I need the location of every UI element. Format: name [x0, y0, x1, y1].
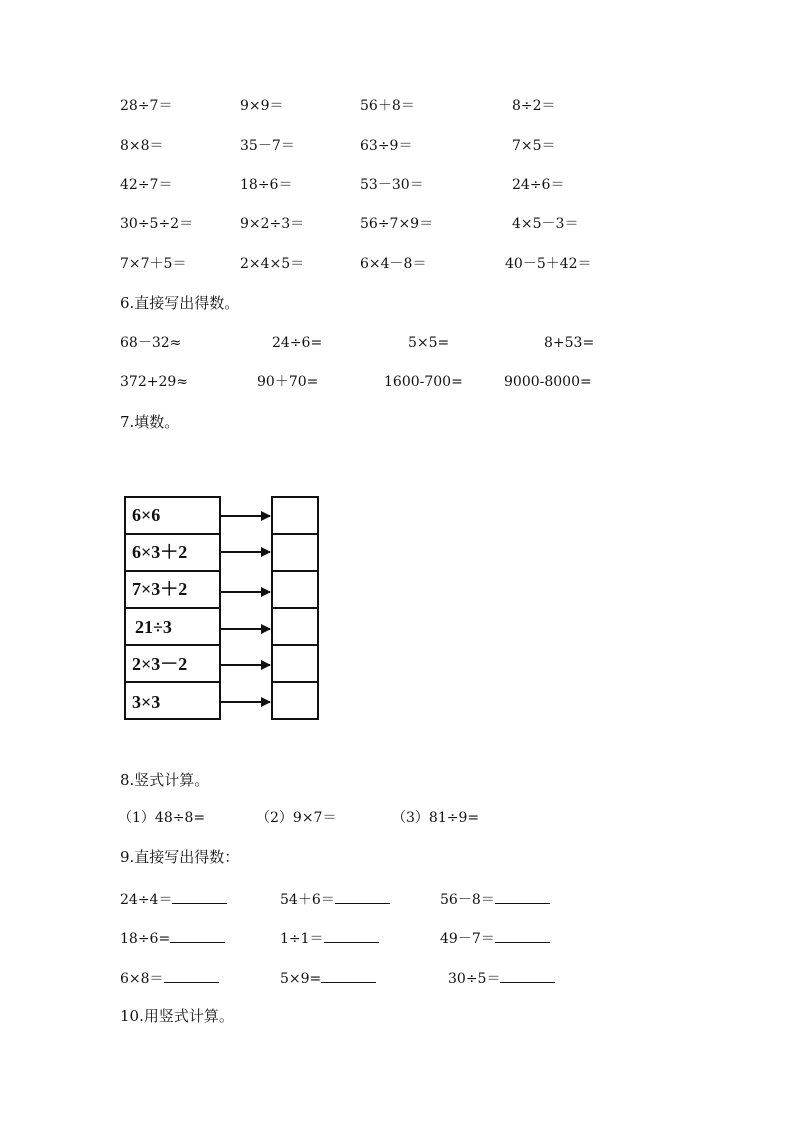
- fill-blank-item: [120, 889, 227, 909]
- exercise: 24÷6＝: [512, 177, 565, 193]
- answer-blank[interactable]: [495, 889, 550, 904]
- exercise: 8÷2＝: [512, 98, 556, 114]
- exercise: 6×8＝: [120, 971, 164, 987]
- answer-blank[interactable]: [495, 928, 550, 943]
- exercise: 1600-700=: [384, 374, 463, 390]
- expression-label: 6×6: [132, 505, 161, 525]
- exercise: 9000-8000=: [504, 374, 592, 390]
- exercise: 54＋6＝: [280, 892, 335, 908]
- fill-blank-item: [280, 889, 390, 909]
- answer-blank[interactable]: [335, 889, 390, 904]
- fill-blank-item: [280, 968, 376, 988]
- exercise: 56＋8＝: [360, 98, 415, 114]
- expression-label: 3×3: [132, 692, 161, 712]
- question-9-title: 9.直接写出得数：: [120, 848, 240, 866]
- question-7-title: 7.填数。: [120, 413, 180, 431]
- fill-blank-item: [440, 889, 550, 909]
- answer-blank[interactable]: [170, 928, 225, 943]
- exercise: 40－5＋42＝: [505, 256, 592, 272]
- expression-label: 2×3－2: [132, 654, 188, 674]
- exercise: 42÷7＝: [120, 177, 173, 193]
- exercise: 30÷5＝: [448, 971, 501, 987]
- exercise: 18÷6＝: [240, 177, 293, 193]
- fill-blank-item: [448, 968, 555, 988]
- exercise: 35－7＝: [240, 138, 295, 154]
- exercise: （2）9×7＝: [256, 810, 337, 826]
- exercise: 56÷7×9＝: [360, 216, 434, 232]
- exercise: 8×8＝: [120, 138, 164, 154]
- exercise: 18÷6=: [120, 931, 171, 947]
- answer-blank[interactable]: [172, 889, 227, 904]
- exercise: 49－7＝: [440, 931, 495, 947]
- fill-blank-item: [440, 928, 550, 948]
- question-8-title: 8.竖式计算。: [120, 771, 210, 789]
- answer-blank[interactable]: [324, 928, 379, 943]
- exercise: 7×5＝: [512, 138, 556, 154]
- exercise: 53－30＝: [360, 177, 424, 193]
- answer-blank[interactable]: [321, 968, 376, 983]
- fill-blank-item: [120, 968, 219, 988]
- exercise: 63÷9＝: [360, 138, 413, 154]
- exercise: 28÷7＝: [120, 98, 173, 114]
- fill-blank-item: [120, 928, 225, 948]
- question-10-title: 10.用竖式计算。: [120, 1007, 234, 1025]
- exercise: 1÷1＝: [280, 931, 324, 947]
- exercise: 30÷5÷2＝: [120, 216, 194, 232]
- exercise: 4×5－3＝: [512, 216, 579, 232]
- exercise: （3）81÷9=: [392, 810, 480, 826]
- exercise: 9×2÷3＝: [240, 216, 305, 232]
- exercise: 372+29≈: [120, 374, 188, 390]
- exercise: 5×5=: [408, 335, 450, 351]
- exercise: （1）48÷8=: [118, 810, 206, 826]
- exercise: 7×7＋5＝: [120, 256, 187, 272]
- expression-label: 7×3＋2: [132, 579, 188, 599]
- exercise: 90＋70=: [257, 374, 319, 390]
- fill-in-diagram: [120, 494, 324, 724]
- exercise: 8+53=: [544, 335, 595, 351]
- exercise: 24÷4＝: [120, 892, 173, 908]
- answer-blank[interactable]: [164, 968, 219, 983]
- expression-label: 21÷3: [135, 617, 172, 637]
- exercise: 6×4－8＝: [360, 256, 427, 272]
- exercise: 68－32≈: [120, 335, 182, 351]
- exercise: 5×9=: [280, 971, 322, 987]
- exercise: 2×4×5＝: [240, 256, 305, 272]
- exercise: 24÷6=: [272, 335, 323, 351]
- answer-blank[interactable]: [500, 968, 555, 983]
- exercise: 56－8＝: [440, 892, 495, 908]
- exercise: 9×9＝: [240, 98, 284, 114]
- expression-label: 6×3＋2: [132, 542, 188, 562]
- fill-blank-item: [280, 928, 379, 948]
- question-6-title: 6.直接写出得数。: [120, 294, 240, 312]
